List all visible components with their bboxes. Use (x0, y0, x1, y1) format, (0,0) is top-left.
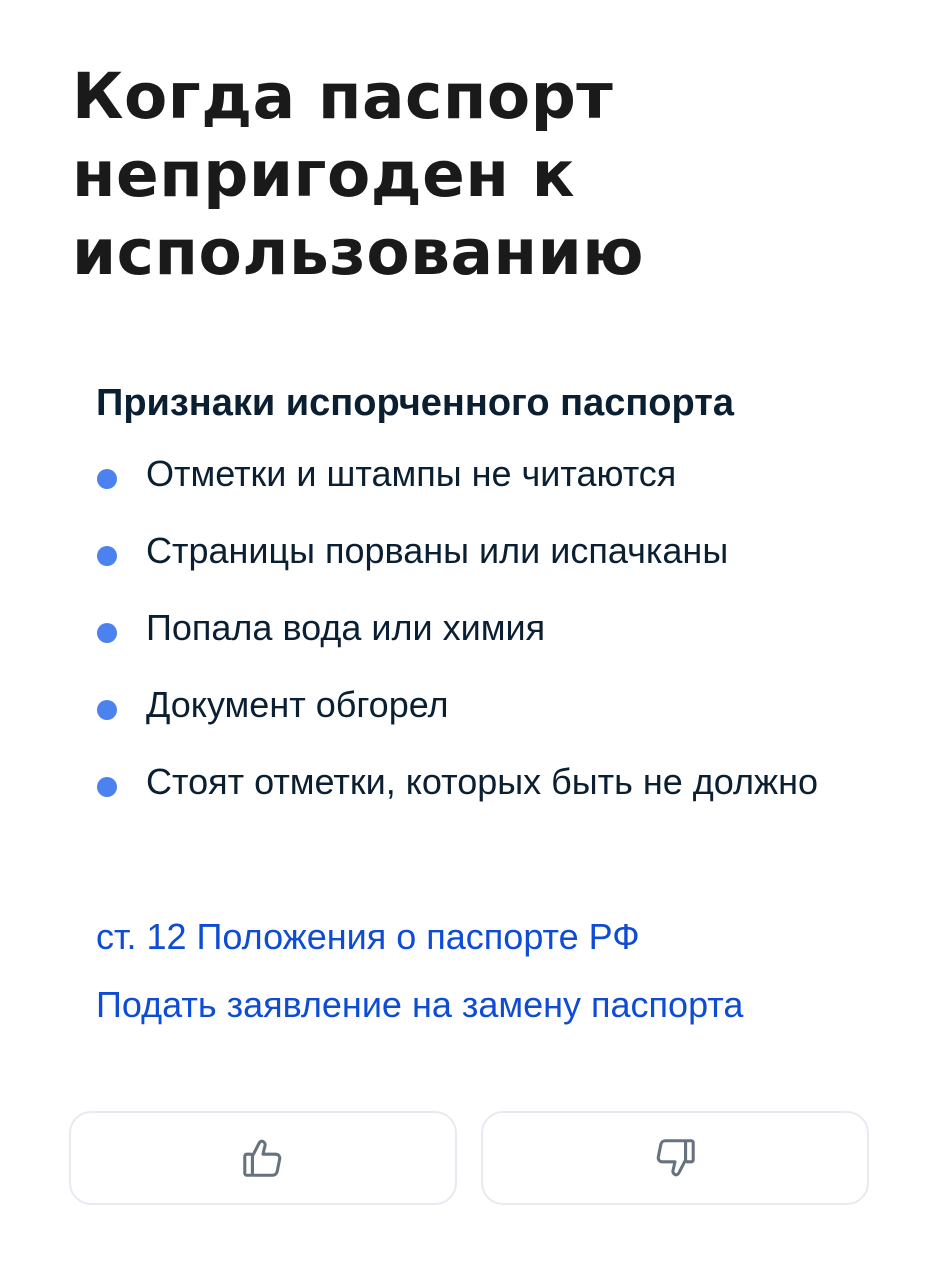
list-item (96, 450, 886, 497)
list-item (96, 681, 886, 728)
list-item (96, 758, 886, 805)
like-button[interactable] (69, 1111, 457, 1205)
thumbs-up-icon (240, 1135, 286, 1181)
sign-text: Страницы порваны или испачканы (146, 530, 729, 571)
bullet-dot-icon (97, 777, 117, 797)
sign-text: Документ обгорел (146, 684, 449, 725)
bullet-dot-icon (97, 700, 117, 720)
signs-list (96, 450, 886, 805)
sign-text: Стоят отметки, которых быть не должно (146, 761, 818, 802)
law-reference-link[interactable]: ст. 12 Положения о паспорте РФ (96, 916, 640, 957)
list-item (96, 604, 886, 651)
bullet-dot-icon (97, 546, 117, 566)
apply-replacement-link[interactable]: Подать заявление на замену паспорта (96, 984, 744, 1025)
list-item (96, 527, 886, 574)
bullet-dot-icon (97, 469, 117, 489)
spoiled-passport-signs-section (96, 376, 886, 835)
thumbs-down-icon (652, 1135, 698, 1181)
sign-text: Попала вода или химия (146, 607, 546, 648)
dislike-button[interactable] (481, 1111, 869, 1205)
page-title: Когда паспорт непригоден к использованию (72, 60, 644, 289)
links-block (96, 912, 886, 1048)
signs-heading: Признаки испорченного паспорта (96, 382, 734, 424)
bullet-dot-icon (97, 623, 117, 643)
sign-text: Отметки и штампы не читаются (146, 453, 677, 494)
